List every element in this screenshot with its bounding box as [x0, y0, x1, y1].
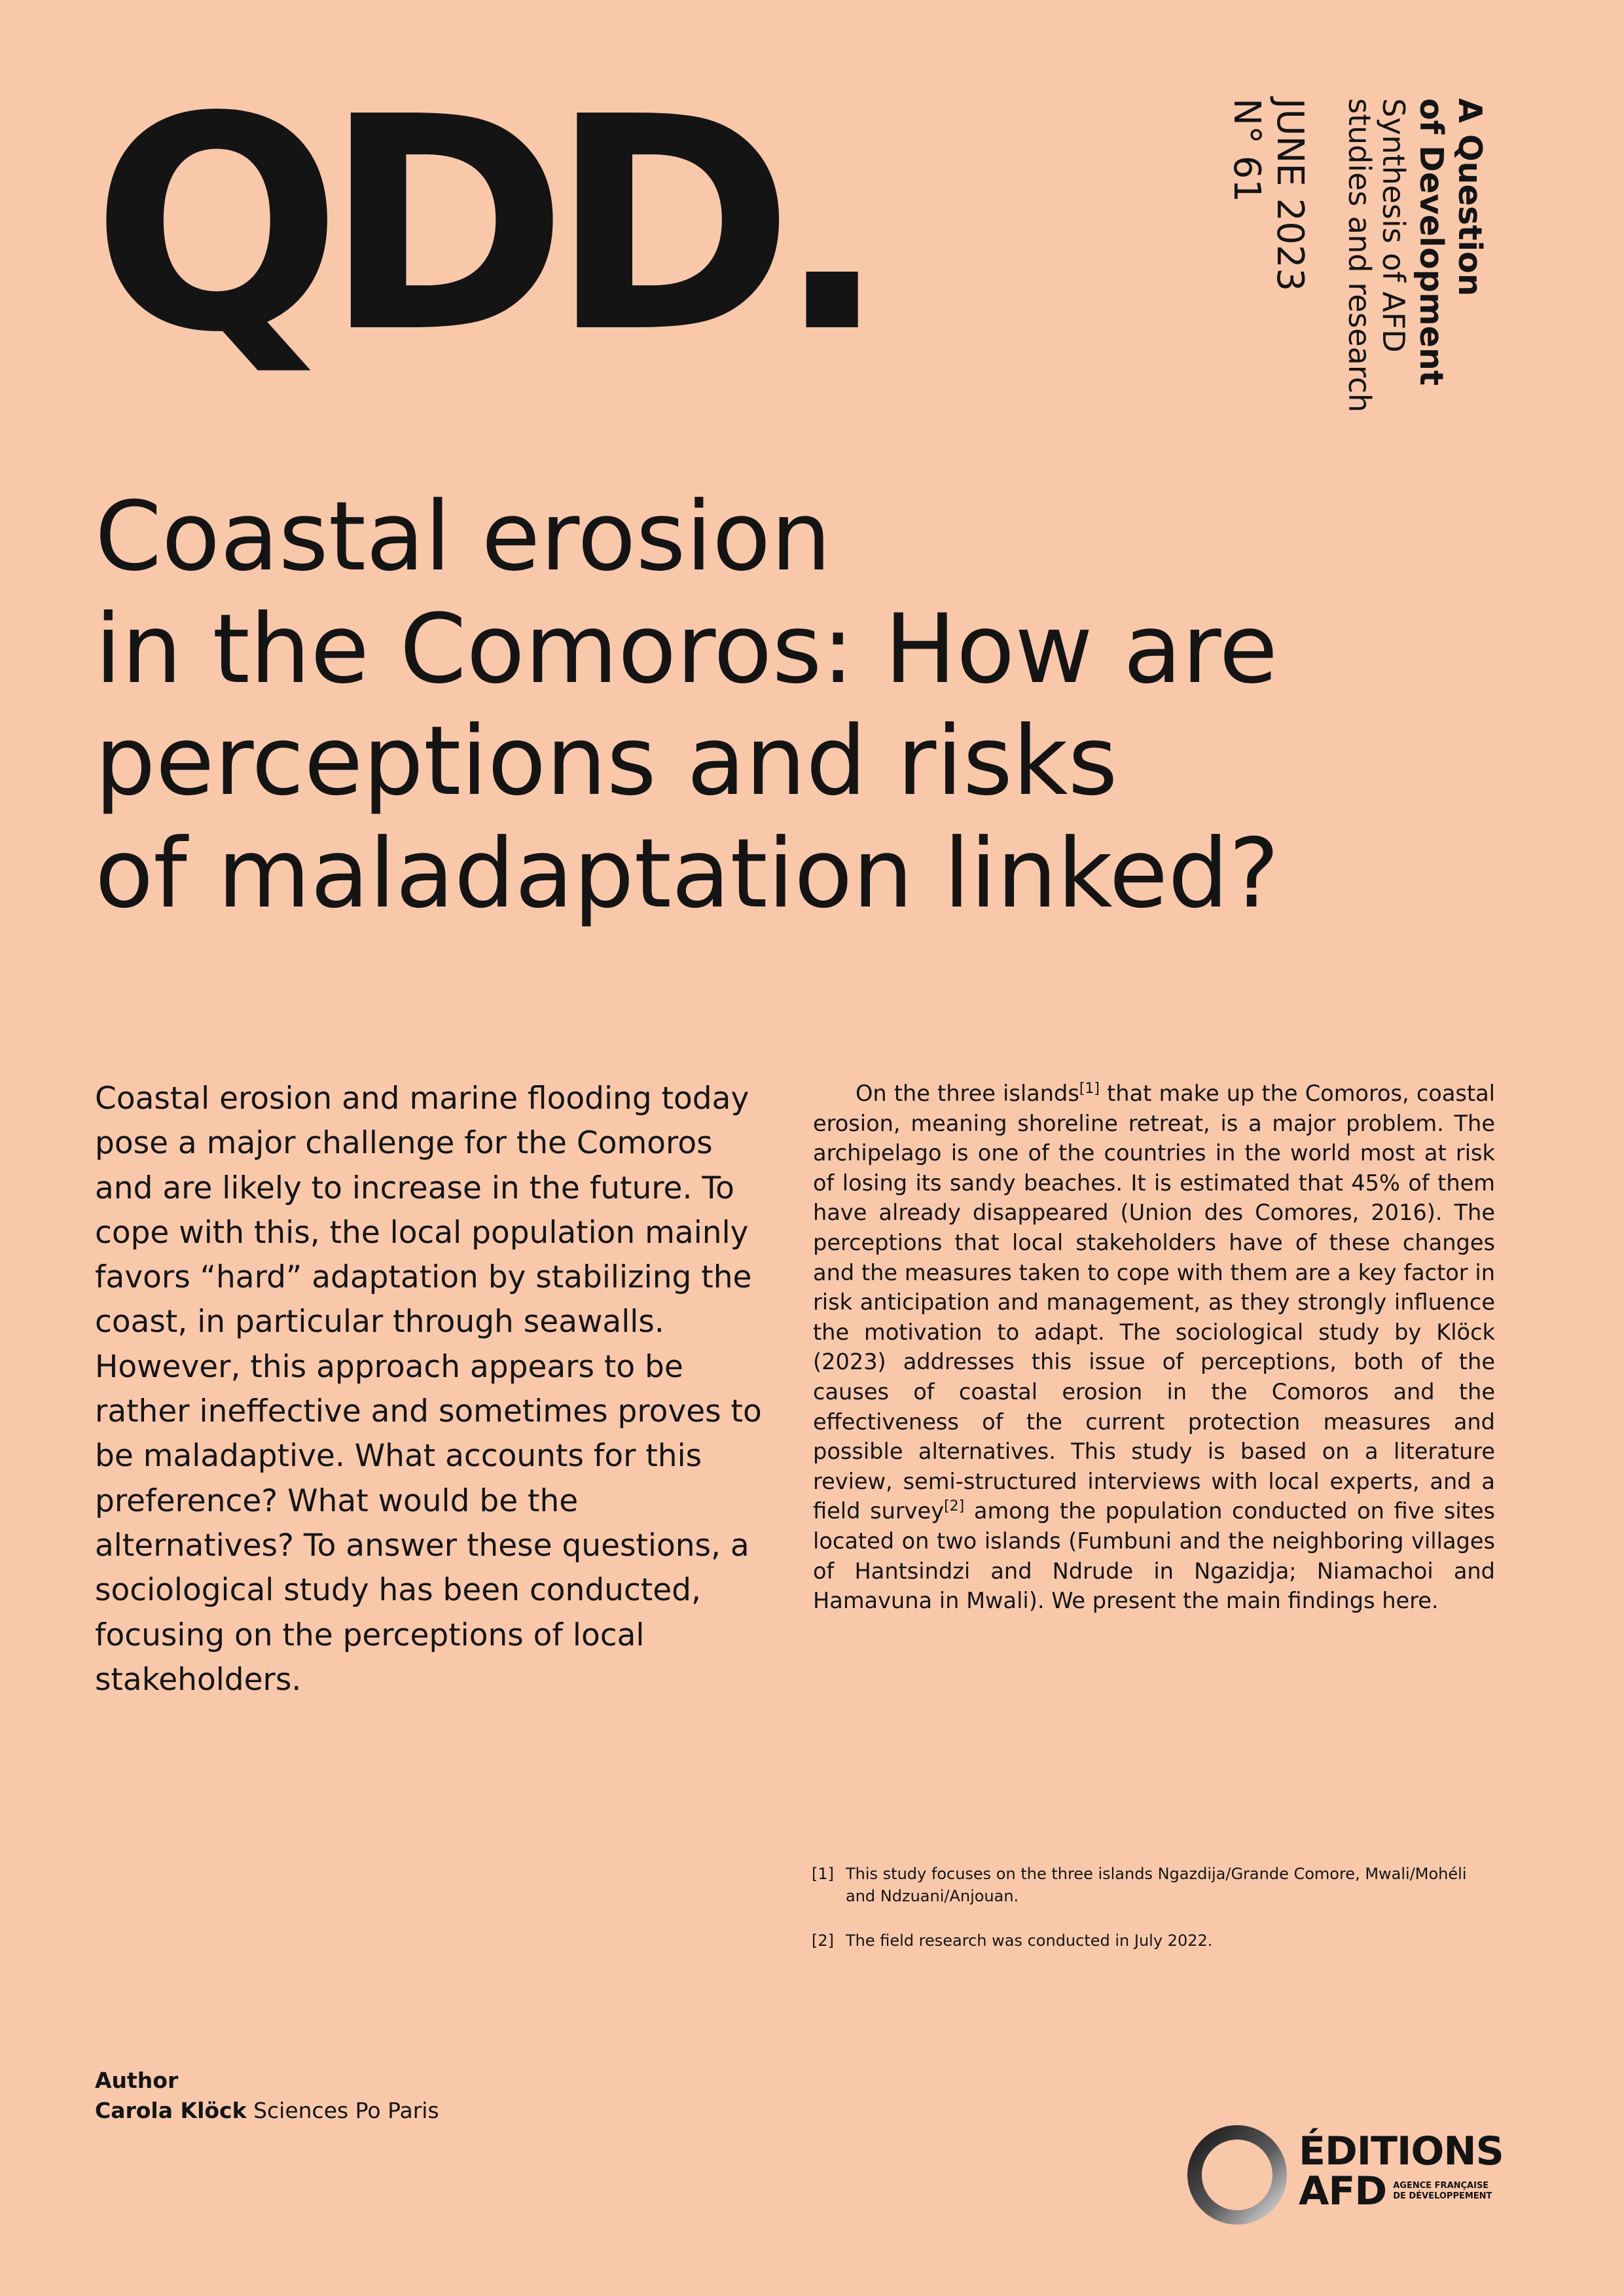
publisher-subtitle-line: DE DÉVELOPPEMENT	[1393, 2191, 1492, 2201]
footnote-text: This study focuses on the three islands Ngazdija/Grande Comore, Mwali/Mohéli and Ndzuani/Anjouan.	[846, 1865, 1467, 1905]
series-subtitle-line2: studies and research	[1342, 98, 1377, 413]
issue-date: JUNE 2023	[1269, 98, 1311, 292]
intro-text: among the population conducted on five sites located on two islands (Fumbuni and the neighboring villages of Hantsindzi and Ndrude in Ngazidja; Niamachoi and Hamavuna in Mwali). We present the main findings here.	[813, 1498, 1496, 1614]
footnote-number: [2]	[812, 1931, 834, 1950]
title-line: perceptions and risks	[95, 706, 1118, 817]
publisher-text	[1299, 2128, 1504, 2214]
introduction-paragraph	[813, 1079, 1495, 1616]
title-line: in the Comoros: How are	[95, 593, 1278, 705]
page-title	[95, 481, 1535, 930]
title-line: Coastal erosion	[95, 481, 831, 592]
author-block	[95, 2066, 439, 2126]
footnote-ref[interactable]: [1]	[1079, 1080, 1100, 1097]
footnote-text: The field research was conducted in July 2022.	[846, 1931, 1213, 1950]
abstract: Coastal erosion and marine flooding today pose a major challenge for the Comoros and are likely to increase in the future. To cope with this, the local population mainly favors “hard” adaptation by stabilizing the coast, in particular through seawalls. However, this approach appears to be rather ineffective and sometimes proves to be maladaptive. What accounts for this preference? What would be the alternatives? To answer these questions, a sociological study has been conducted, focusing on the perceptions of local stakeholders.	[95, 1081, 762, 1698]
series-title-line1: A Question	[1451, 98, 1489, 296]
publisher-subtitle-line: AGENCE FRANÇAISE	[1393, 2181, 1489, 2191]
author-name: Carola Klöck	[95, 2098, 247, 2123]
series-subtitle-line1: Synthesis of AFD	[1376, 98, 1411, 353]
footnote-item	[812, 1929, 1499, 1952]
series-info	[1119, 98, 1489, 465]
footnotes	[812, 1863, 1499, 1974]
publisher-name: ÉDITIONS	[1299, 2128, 1504, 2174]
issue-number: N° 61	[1225, 98, 1268, 202]
author-affiliation: Sciences Po Paris	[253, 2098, 439, 2123]
title-line: of maladaptation linked?	[95, 817, 1280, 929]
author-label: Author	[95, 2068, 179, 2093]
intro-text: that make up the Comoros, coastal erosion, meaning shoreline retreat, is a major problem. The archipelago is one of the countries in the world most at risk of losing its sandy beaches. It is estimated that 45% of them have already disappeared (Union des Comores, 2016). The perceptions that local stakeholders have of these changes and the measures taken to cope with them are a key factor in risk anticipation and management, as they strongly influence the motivation to adapt. The sociological study by Klöck (2023) addresses this issue of perceptions, both of the causes of coastal erosion in the Comoros and the effectiveness of the current protection measures and possible alternatives. This study is based on a literature review, semi-structured interviews with local experts, and a field survey	[813, 1081, 1495, 1524]
editions-afd-logo	[1183, 2119, 1504, 2231]
footnote-number: [1]	[812, 1865, 834, 1883]
publisher-subtitle	[1393, 2181, 1492, 2202]
footnote-ref[interactable]: [2]	[944, 1498, 965, 1515]
footnote-item	[812, 1863, 1499, 1907]
intro-text: On the three islands	[856, 1081, 1079, 1106]
series-title-line2: of Development	[1413, 98, 1450, 386]
qdd-logo: QDD.	[92, 54, 870, 397]
publisher-afd: AFD	[1299, 2168, 1387, 2214]
ring-icon	[1183, 2119, 1295, 2231]
